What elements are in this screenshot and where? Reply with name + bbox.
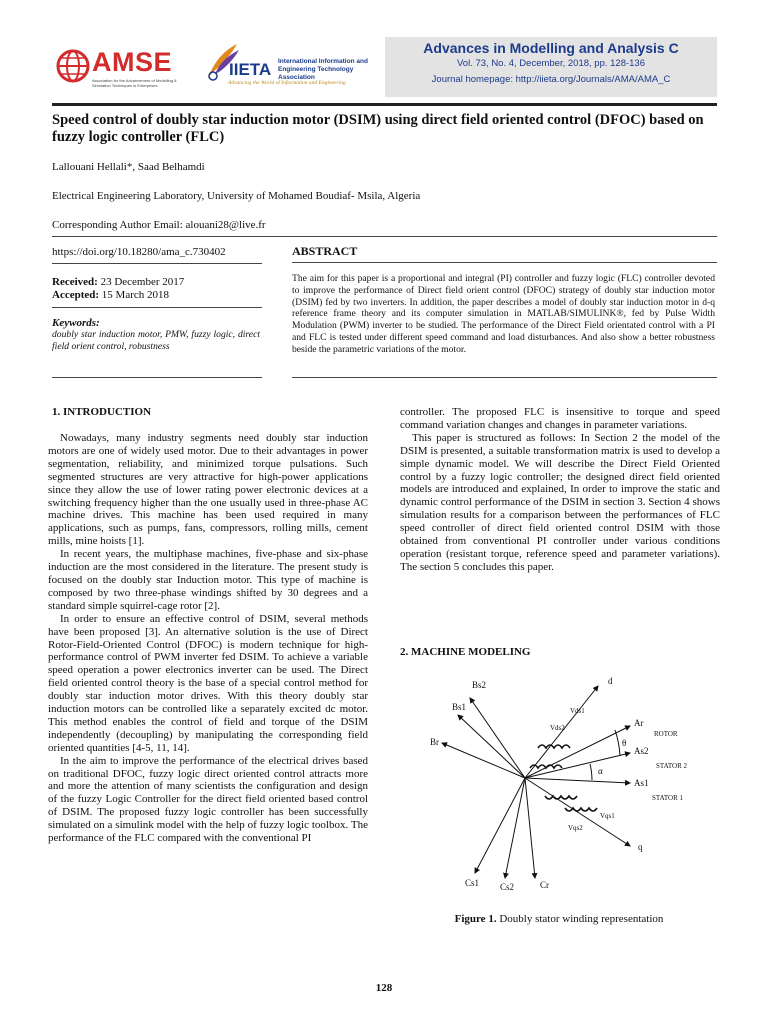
doi-rule: [52, 263, 262, 264]
abstract-heading: ABSTRACT: [292, 244, 358, 258]
section-2-heading: 2. MACHINE MODELING: [400, 646, 531, 658]
axis-cs2: [505, 778, 525, 878]
amse-globe-logo: [55, 48, 91, 84]
iieta-full-name: International Information and Engineering Technology Association: [278, 58, 368, 81]
affiliation: Electrical Engineering Laboratory, University of Mohamed Boudiaf- Msila, Algeria: [52, 190, 421, 202]
figure-1-winding-diagram: [420, 668, 710, 898]
label-vqs1: Vqs1: [600, 812, 615, 820]
accepted-label: Accepted:: [52, 289, 100, 301]
intro-paragraph: This paper is structured as follows: In Section 2 the model of the DSIM is presented, a suitable transformation matrix is used to develop a simple dynamic model. We will describe the Direct Field Oriented control by a fuzzy logic controller; the designed direct field oriented models are introduced and explained, In order to improve the static and dynamic control performance of the DSIM in section 3. Section 4 shows simulation results for a comparison between the performances of FLC speed controller of direct field oriented control DSIM with those obtained from conventional PI controller under various conditions operation (resistant torque, reference speed and parameter variations). The section 5 concludes this paper.: [400, 431, 720, 573]
label-ar: Ar: [634, 718, 644, 728]
keywords-text: doubly star induction motor, PMW, fuzzy logic, direct field orient control, robustness: [52, 329, 260, 352]
axis-as1: [525, 778, 630, 783]
journal-volume: Vol. 73, No. 4, December, 2018, pp. 128-136: [456, 58, 645, 69]
authors: Lallouani Hellali*, Saad Belhamdi: [52, 161, 205, 173]
amse-subtitle: Association for the Advancement of Modelling & Simulation Techniques in Enterprises: [92, 78, 177, 88]
accepted-date: 15 March 2018: [101, 289, 170, 301]
label-d: d: [608, 676, 613, 686]
alpha-arc: [590, 764, 592, 780]
label-rotor: ROTOR: [654, 730, 678, 738]
axis-cr: [525, 778, 535, 878]
abstract-rule-top: [292, 262, 717, 263]
label-theta: θ: [622, 738, 627, 748]
intro-paragraph: In order to ensure an effective control of DSIM, several methods have been proposed [3]. An alternative solution is the use of Direct Rotor-Field-Oriented Control (DFOC) is modern technique for high-performance control of PWM inverter fed DSIM. To achieve a variable speed operation a power electronics inverter can be used. The Direct field oriented control theory is the base of a special control method for doubly star induction motor drives. With this theory doubly star induction motors can be controlled like a separately excited dc motor. This method enables the control of field and torque of the DSIM independently (decoupling) by manipulating the corresponding field oriented quantities [4-5, 11, 14].: [48, 612, 368, 754]
label-vqs2: Vqs2: [568, 824, 583, 832]
figure-caption-text: Doubly stator winding representation: [499, 913, 664, 925]
received-date: 23 December 2017: [100, 276, 185, 288]
received-label: Received:: [52, 276, 98, 288]
theta-arc: [615, 730, 620, 756]
winding-coils: [530, 745, 597, 811]
received-line: [52, 276, 184, 288]
axis-ar: [525, 726, 630, 778]
dates-rule: [52, 307, 262, 308]
label-bs2: Bs2: [472, 680, 487, 690]
accepted-line: [52, 289, 169, 301]
label-as1: As1: [634, 778, 649, 788]
axis-bs1: [458, 715, 525, 778]
label-q: q: [638, 842, 643, 852]
page-number: 128: [375, 982, 393, 994]
intro-paragraph: Nowadays, many industry segments need doubly star induction motors are one of widely used motor. Due to their advantages in power segmentation, reliability, and minimized torque pulsations. Such segmented structures are very attractive for high-power applications since they allow the use of lower rating power electronic devices at a switching frequency higher than the one usually used in three-phase AC machine drives. This machine has been used required in many applications, such as pumps, fans, compressors, rolling mills, cement mills, mine hoists [1].: [48, 432, 368, 548]
journal-title: Advances in Modelling and Analysis C: [423, 40, 679, 56]
abstract-text: The aim for this paper is a proportional and integral (PI) controller and fuzzy logic (FLC) controller devoted to improve the performance of Direct field orient control (DFOC) strategy of doubly star induction motor (DSIM) fed by two inverters. In addition, the paper describes a model of doubly star induction motor in d-q reference frame theory and its computer simulation in MATLAB/SIMULINK®, fed by Pulse Width Modulation (PWM) inverter to be studied. The performance of the Direct Field orientated control with a PI and FLC is tested under different speed command and load disturbances. And also show a better robustness beside the parametric variations of the motor.: [292, 273, 715, 355]
corresponding-email[interactable]: Corresponding Author Email: alouani28@live.fr: [52, 219, 266, 231]
label-br: Br: [430, 737, 439, 747]
iieta-logo-text: IIETA: [229, 60, 272, 79]
axis-cs1: [475, 778, 525, 873]
intro-paragraph-cont: controller. The proposed FLC is insensitive to torque and speed command variation changes and changes in parameter variations.: [400, 406, 720, 431]
section-1-heading: 1. INTRODUCTION: [52, 406, 152, 418]
abstract-rule-bottom: [292, 377, 717, 378]
iieta-motto: Advancing the World of Information and Engineering: [228, 80, 346, 86]
label-alpha: α: [598, 766, 603, 776]
right-column-body: [400, 406, 720, 574]
keywords-label: Keywords:: [52, 317, 100, 329]
keywords-rule: [52, 377, 262, 378]
paper-title: Speed control of doubly star induction motor (DSIM) using direct field oriented control (DFOC) based on fuzzy logic controller (FLC): [52, 112, 704, 145]
label-stator1: STATOR 1: [652, 794, 684, 802]
title-rule: [52, 236, 717, 237]
amse-logo-text: AMSE: [92, 47, 173, 77]
label-vds1: Vds1: [570, 707, 585, 715]
label-vds2: Vds2: [550, 724, 565, 732]
figure-caption-label: Figure 1.: [454, 913, 497, 925]
left-column-body: [48, 432, 368, 845]
figure-1-caption: [400, 913, 718, 925]
label-cs2: Cs2: [500, 882, 515, 892]
intro-paragraph: In the aim to improve the performance of the electrical drives based on traditional DFOC, fuzzy logic direct oriented control attracts more and more the attention of many scientists the configuration and design of the fuzzy Logic Controller for the direct field oriented based control of DSIM. The proposed fuzzy logic controller has been successfully simulated on a simulink model with the help of fuzzy logic toolbox. The performance of the FLC compared with the conventional PI: [48, 754, 368, 845]
label-stator2: STATOR 2: [656, 762, 688, 770]
doi-link[interactable]: https://doi.org/10.18280/ama_c.730402: [52, 246, 226, 258]
label-bs1: Bs1: [452, 702, 467, 712]
journal-homepage[interactable]: Journal homepage: http://iieta.org/Journals/AMA/AMA_C: [431, 74, 671, 85]
label-cr: Cr: [540, 880, 549, 890]
intro-paragraph: In recent years, the multiphase machines, five-phase and six-phase induction are the most considered in the literature. The present study is focused on the doubly star Induction motor. This type of machine is composed by two three-phase windings shifted by 30 degrees and a standard simple squirrel-cage rotor [2].: [48, 548, 368, 612]
label-as2: As2: [634, 746, 649, 756]
axis-d: [525, 686, 598, 778]
label-cs1: Cs1: [465, 878, 480, 888]
header-rule: [52, 103, 717, 106]
